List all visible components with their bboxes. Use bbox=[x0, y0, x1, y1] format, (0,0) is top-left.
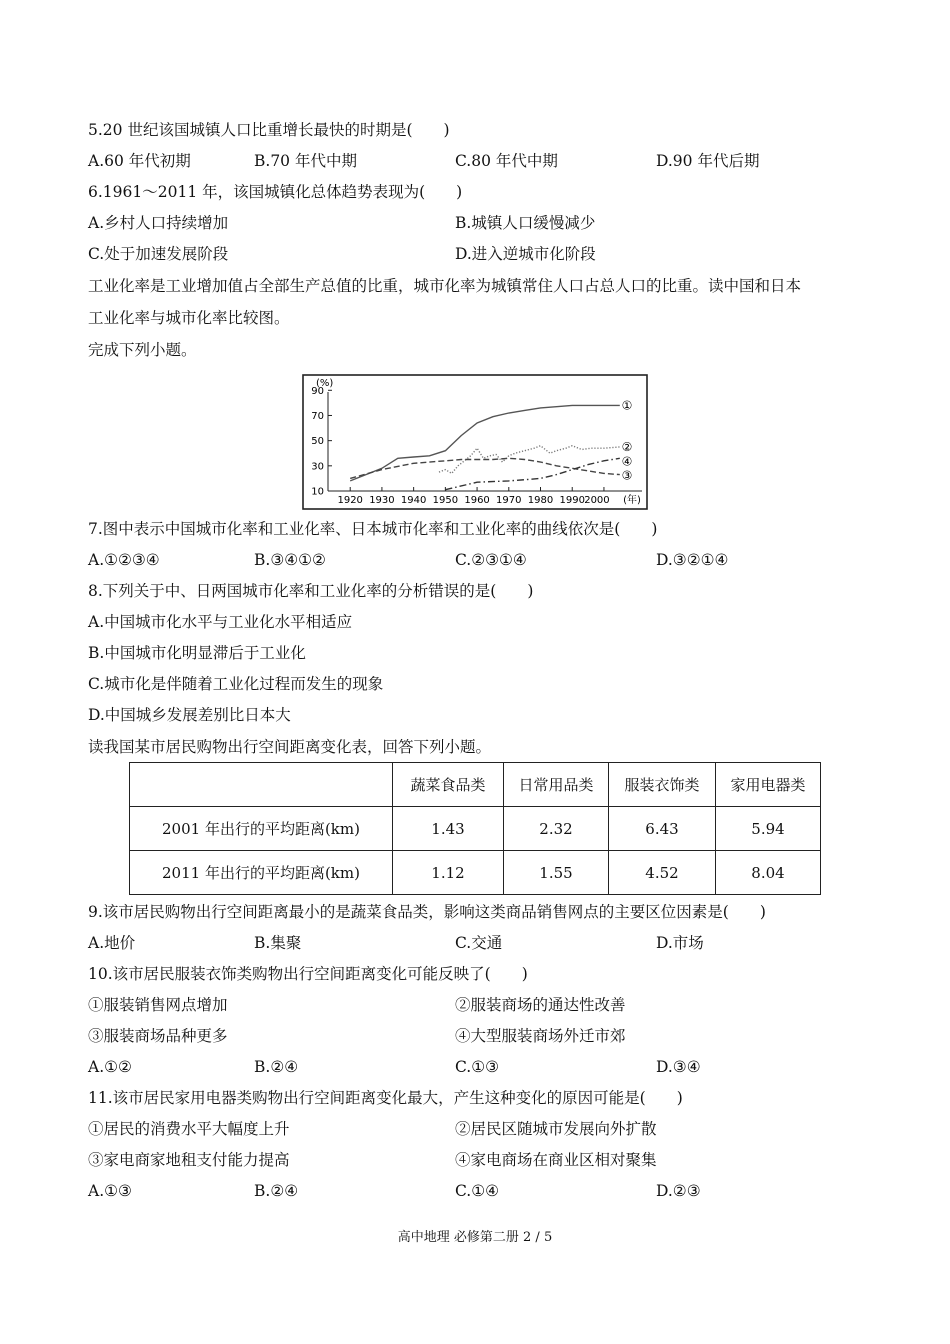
x-tick-label: 1990 bbox=[559, 495, 585, 506]
chart-frame bbox=[303, 375, 647, 509]
q10-option-d: D.③④ bbox=[656, 1058, 701, 1076]
table-cell: 6.43 bbox=[609, 807, 716, 851]
q5-option-c: C.80 年代中期 bbox=[455, 152, 558, 170]
q8-stem: 8.下列关于中、日两国城市化率和工业化率的分析错误的是( ) bbox=[88, 582, 534, 600]
q5-stem: 5.20 世纪该国城镇人口比重增长最快的时期是( ) bbox=[88, 121, 450, 139]
x-tick-label: 1930 bbox=[369, 495, 395, 506]
intro1-line3: 完成下列小题。 bbox=[88, 341, 197, 359]
q7-option-a: A.①②③④ bbox=[88, 551, 160, 569]
y-tick-label: 50 bbox=[311, 436, 324, 448]
q11-option-d: D.②③ bbox=[656, 1182, 701, 1200]
series-label-1: ① bbox=[621, 398, 633, 413]
table-header-cell bbox=[130, 763, 393, 807]
series-label-2: ② bbox=[621, 439, 633, 454]
q8-option-a: A.中国城市化水平与工业化水平相适应 bbox=[88, 613, 353, 631]
table-cell: 1.55 bbox=[504, 851, 609, 895]
q5-option-d: D.90 年代后期 bbox=[656, 152, 760, 170]
table-header-cell: 家用电器类 bbox=[716, 763, 821, 807]
x-tick-label: 1980 bbox=[527, 495, 554, 506]
x-tick-label: 1970 bbox=[496, 495, 522, 506]
table-header-cell: 蔬菜食品类 bbox=[393, 763, 504, 807]
x-tick-label: 1920 bbox=[337, 495, 363, 506]
q6-stem: 6.1961～2011 年，该国城镇化总体趋势表现为( ) bbox=[88, 183, 463, 201]
x-tick-label: 1940 bbox=[400, 495, 427, 506]
y-tick-label: 10 bbox=[311, 486, 324, 498]
series-line-1 bbox=[350, 405, 620, 481]
q9-option-c: C.交通 bbox=[455, 934, 503, 952]
q11-option-c: C.①④ bbox=[455, 1182, 500, 1200]
page-footer: 高中地理 必修第二册 2 / 5 bbox=[397, 1230, 553, 1245]
series-line-4 bbox=[445, 458, 619, 489]
q10-item-3: ③服装商场品种更多 bbox=[88, 1027, 228, 1045]
q11-option-b: B.②④ bbox=[254, 1182, 299, 1200]
x-unit-label: (年) bbox=[623, 495, 641, 506]
q5-option-b: B.70 年代中期 bbox=[254, 152, 357, 170]
table-header-cell: 日常用品类 bbox=[504, 763, 609, 807]
q10-item-4: ④大型服装商场外迁市郊 bbox=[455, 1027, 626, 1045]
q8-option-d: D.中国城乡发展差别比日本大 bbox=[88, 706, 291, 724]
table-cell: 8.04 bbox=[716, 851, 821, 895]
q8-option-b: B.中国城市化明显滞后于工业化 bbox=[88, 644, 306, 662]
y-tick-label: 90 bbox=[311, 385, 324, 397]
q9-stem: 9.该市居民购物出行空间距离最小的是蔬菜食品类，影响这类商品销售网点的主要区位因素是( ) bbox=[88, 903, 766, 921]
q11-stem: 11.该市居民家用电器类购物出行空间距离变化最大，产生这种变化的原因可能是( ) bbox=[88, 1089, 683, 1107]
q6-option-c: C.处于加速发展阶段 bbox=[88, 245, 229, 263]
table-cell: 2001 年出行的平均距离(km) bbox=[130, 807, 393, 851]
q7-stem: 7.图中表示中国城市化率和工业化率、日本城市化率和工业化率的曲线依次是( ) bbox=[88, 520, 658, 538]
q10-option-b: B.②④ bbox=[254, 1058, 299, 1076]
table-header-row bbox=[130, 763, 821, 807]
q6-option-d: D.进入逆城市化阶段 bbox=[455, 245, 596, 263]
q11-item-1: ①居民的消费水平大幅度上升 bbox=[88, 1120, 290, 1138]
table-header-cell: 服装衣饰类 bbox=[609, 763, 716, 807]
shopping-distance-table bbox=[129, 762, 821, 895]
q8-option-c: C.城市化是伴随着工业化过程而发生的现象 bbox=[88, 675, 384, 693]
x-tick-label: 1950 bbox=[432, 495, 459, 506]
table-cell: 4.52 bbox=[609, 851, 716, 895]
q9-option-a: A.地价 bbox=[88, 934, 136, 952]
q11-item-2: ②居民区随城市发展向外扩散 bbox=[455, 1120, 657, 1138]
q10-stem: 10.该市居民服装衣饰类购物出行空间距离变化可能反映了( ) bbox=[88, 965, 528, 983]
intro1-line1: 工业化率是工业增加值占全部生产总值的比重，城市化率为城镇常住人口占总人口的比重。读中国和日本 bbox=[88, 277, 802, 295]
q10-option-c: C.①③ bbox=[455, 1058, 500, 1076]
intro1-line2: 工业化率与城市化率比较图。 bbox=[88, 309, 290, 327]
table-row bbox=[130, 807, 821, 851]
table-row bbox=[130, 851, 821, 895]
q11-option-a: A.①③ bbox=[88, 1182, 132, 1200]
q9-option-d: D.市场 bbox=[656, 934, 704, 952]
table-cell: 2.32 bbox=[504, 807, 609, 851]
q5-option-a: A.60 年代初期 bbox=[88, 152, 191, 170]
intro2: 读我国某市居民购物出行空间距离变化表，回答下列小题。 bbox=[88, 738, 492, 756]
y-tick-label: 70 bbox=[311, 410, 324, 422]
q10-item-2: ②服装商场的通达性改善 bbox=[455, 996, 626, 1014]
series-label-3: ③ bbox=[621, 468, 633, 483]
table-cell: 1.12 bbox=[393, 851, 504, 895]
y-tick-label: 30 bbox=[311, 461, 324, 473]
q11-item-4: ④家电商场在商业区相对聚集 bbox=[455, 1151, 657, 1169]
q9-option-b: B.集聚 bbox=[254, 934, 302, 952]
q10-option-a: A.①② bbox=[88, 1058, 132, 1076]
y-unit-label: (%) bbox=[316, 378, 334, 389]
x-tick-label: 1960 bbox=[464, 495, 490, 506]
x-tick-label: 2000 bbox=[584, 495, 610, 506]
urbanization-industrialization-chart bbox=[302, 374, 648, 510]
q7-option-b: B.③④①② bbox=[254, 551, 326, 569]
q7-option-c: C.②③①④ bbox=[455, 551, 527, 569]
q6-option-b: B.城镇人口缓慢减少 bbox=[455, 214, 596, 232]
q7-option-d: D.③②①④ bbox=[656, 551, 729, 569]
table-cell: 1.43 bbox=[393, 807, 504, 851]
q10-item-1: ①服装销售网点增加 bbox=[88, 996, 228, 1014]
q11-item-3: ③家电商家地租支付能力提高 bbox=[88, 1151, 290, 1169]
q6-option-a: A.乡村人口持续增加 bbox=[88, 214, 229, 232]
series-line-3 bbox=[350, 458, 620, 478]
table-cell: 2011 年出行的平均距离(km) bbox=[130, 851, 393, 895]
table-cell: 5.94 bbox=[716, 807, 821, 851]
series-label-4: ④ bbox=[621, 454, 633, 469]
